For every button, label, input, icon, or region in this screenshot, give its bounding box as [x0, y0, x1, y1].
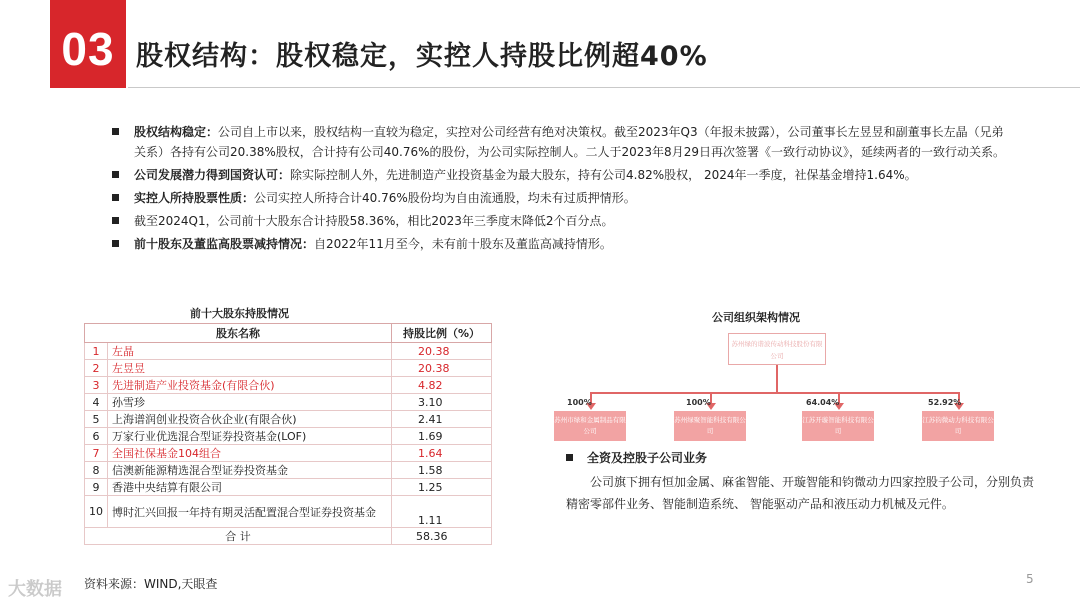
bullet-bold: 前十股东及董监高股票减持情况： [134, 237, 315, 251]
bullet-item [112, 122, 1012, 162]
table-row [85, 360, 492, 377]
shareholder-table [84, 323, 492, 545]
square-bullet-icon [112, 128, 119, 135]
org-connector [776, 365, 778, 393]
table-row [85, 411, 492, 428]
source-note: 资料来源：WIND,天眼查 [84, 577, 218, 591]
org-connector [590, 392, 960, 394]
ownership-pct: 52.92% [928, 398, 962, 407]
table-total-row [85, 528, 492, 545]
bullet-item [112, 165, 1012, 185]
table-row [85, 343, 492, 360]
shareholder-name: 博时汇兴回报一年持有期灵活配置混合型证券投资基金 [108, 496, 392, 528]
row-index: 3 [85, 377, 108, 394]
table-title: 前十大股东持股情况 [190, 307, 289, 320]
holding-pct: 1.11 [392, 496, 492, 528]
holding-pct: 20.38 [392, 343, 492, 360]
shareholder-name: 全国社保基金104组合 [108, 445, 392, 462]
ownership-pct: 100% [567, 398, 592, 407]
subsidiaries-body: 公司旗下拥有恒加金属、麻雀智能、开璇智能和钧微动力四家控股子公司，分别负责精密零部件业务、智能制造系统、 智能驱动产品和液压动力机械及元件。 [566, 475, 1035, 511]
org-child-box: 苏州绿聚智能科技有限公司 [674, 411, 746, 441]
shareholder-name: 孙雪珍 [108, 394, 392, 411]
holding-pct: 1.25 [392, 479, 492, 496]
row-index: 9 [85, 479, 108, 496]
subsidiaries-heading-text: 全资及控股子公司业务 [587, 451, 708, 465]
bullet-bold: 实控人所持股票性质： [134, 191, 255, 205]
bullet-bold: 公司发展潜力得到国资认可： [134, 168, 291, 182]
org-child-box: 苏州市绿和金属制品有限公司 [554, 411, 626, 441]
total-label: 合 计 [85, 528, 392, 545]
total-value: 58.36 [392, 528, 492, 545]
table-row [85, 394, 492, 411]
square-bullet-icon [112, 171, 119, 178]
bullet-text: 公司自上市以来，股权结构一直较为稳定，实控对公司经营有绝对决策权。截至2023年Q3（年报未披露），公司董事长左昱昱和副董事长左晶（兄弟关系）各持有公司20.38%股权，合计持有公司40.76%的股份，为公司实际控制人。二人于2023年8月29日再次签署《一致行动协议》，延续两者的一致行动关系。 [134, 125, 1005, 159]
org-chart-title: 公司组织架构情况 [712, 311, 800, 324]
square-bullet-icon [112, 217, 119, 224]
table-row [85, 377, 492, 394]
square-bullet-icon [112, 194, 119, 201]
shareholder-name: 信澳新能源精选混合型证券投资基金 [108, 462, 392, 479]
org-child-box: 江苏钧微动力科技有限公司 [922, 411, 994, 441]
bullet-item [112, 188, 1012, 208]
row-index: 4 [85, 394, 108, 411]
holding-pct: 3.10 [392, 394, 492, 411]
holding-pct: 1.64 [392, 445, 492, 462]
shareholder-name: 先进制造产业投资基金(有限合伙) [108, 377, 392, 394]
ownership-pct: 100% [686, 398, 711, 407]
table-row [85, 428, 492, 445]
holding-pct: 1.69 [392, 428, 492, 445]
holding-pct: 4.82 [392, 377, 492, 394]
watermark: 大数据 [8, 579, 62, 600]
org-child-box: 江苏开璇智能科技有限公司 [802, 411, 874, 441]
row-index: 6 [85, 428, 108, 445]
shareholder-name: 香港中央结算有限公司 [108, 479, 392, 496]
org-parent-box: 苏州绿的谐波传动科技股份有限公司 [728, 333, 826, 365]
subsidiaries-heading [566, 449, 707, 466]
section-number: 03 [61, 23, 115, 75]
bullet-item [112, 211, 1012, 231]
table-row [85, 462, 492, 479]
ownership-pct: 64.04% [806, 398, 840, 407]
row-index: 2 [85, 360, 108, 377]
page-title: 股权结构：股权稳定，实控人持股比例超40% [136, 41, 708, 72]
bullet-list [112, 122, 1012, 257]
row-index: 1 [85, 343, 108, 360]
square-bullet-icon [112, 240, 119, 247]
page-number: 5 [1026, 572, 1034, 586]
square-bullet-icon [566, 454, 573, 461]
row-index: 5 [85, 411, 108, 428]
bullet-text: 除实际控制人外，先进制造产业投资基金为最大股东，持有公司4.82%股权， 2024年一季度，社保基金增持1.64%。 [290, 168, 917, 182]
table-row [85, 479, 492, 496]
column-header-pct: 持股比例（%） [392, 324, 492, 343]
table-row [85, 445, 492, 462]
shareholder-name: 左昱昱 [108, 360, 392, 377]
section-number-box [50, 0, 126, 88]
holding-pct: 2.41 [392, 411, 492, 428]
shareholder-name: 万家行业优选混合型证券投资基金(LOF) [108, 428, 392, 445]
row-index: 8 [85, 462, 108, 479]
table-row [85, 496, 492, 528]
table-header-row [85, 324, 492, 343]
shareholder-name: 上海谱润创业投资合伙企业(有限合伙) [108, 411, 392, 428]
holding-pct: 1.58 [392, 462, 492, 479]
row-index: 10 [85, 496, 108, 528]
row-index: 7 [85, 445, 108, 462]
bullet-text: 公司实控人所持合计40.76%股份均为自由流通股，均未有过质押情形。 [254, 191, 636, 205]
bullet-text: 自2022年11月至今，未有前十股东及董监高减持情形。 [314, 237, 612, 251]
bullet-bold: 股权结构稳定： [134, 125, 219, 139]
column-header-name: 股东名称 [85, 324, 392, 343]
bullet-text: 截至2024Q1，公司前十大股东合计持股58.36%，相比2023年三季度末降低2个百分点。 [134, 214, 614, 228]
bullet-item [112, 234, 1012, 254]
title-divider [128, 87, 1080, 88]
holding-pct: 20.38 [392, 360, 492, 377]
shareholder-name: 左晶 [108, 343, 392, 360]
